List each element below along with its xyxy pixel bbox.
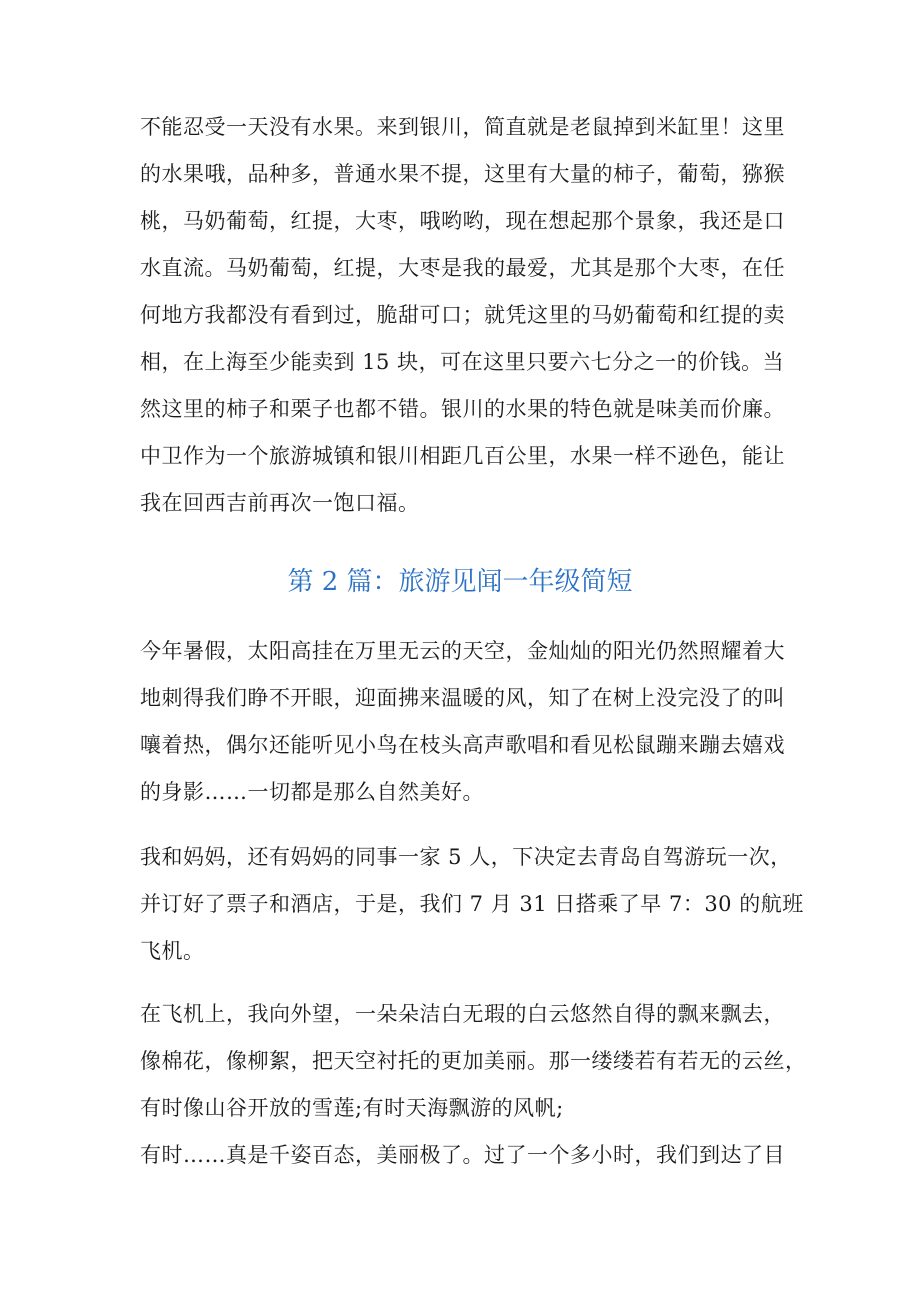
text-line: 我在回西吉前再次一饱口福。 <box>140 491 420 515</box>
text-line: 何地方我都没有看到过，脆甜可口；就凭这里的马奶葡萄和红提的卖 <box>140 303 785 327</box>
text-line: 像棉花，像柳絮，把天空衬托的更加美丽。那一缕缕若有若无的云丝， <box>140 1049 807 1073</box>
paragraph-4 <box>140 1141 800 1169</box>
text-line: 我和妈妈，还有妈妈的同事一家 5 人，下决定去青岛自驾游玩一次， <box>140 845 792 869</box>
text-line: 不能忍受一天没有水果。来到银川，简直就是老鼠掉到米缸里！这里 <box>140 115 785 139</box>
text-line: 相，在上海至少能卖到 15 块，可在这里只要六七分之一的价钱。当 <box>140 350 785 374</box>
text-line: 并订好了票子和酒店，于是，我们 7 月 31 日搭乘了早 7：30 的航班 <box>140 892 804 916</box>
text-line: 中卫作为一个旅游城镇和银川相距几百公里，水果一样不逊色，能让 <box>140 444 785 468</box>
paragraph-3 <box>140 1000 807 1122</box>
intro-paragraph <box>140 113 800 517</box>
text-line: 的身影……一切都是那么自然美好。 <box>140 780 484 804</box>
text-line: 嚷着热，偶尔还能听见小鸟在枝头高声歌唱和看见松鼠蹦来蹦去嬉戏 <box>140 733 785 757</box>
text-line: 地刺得我们睁不开眼，迎面拂来温暖的风，知了在树上没完没了的叫 <box>140 686 785 710</box>
text-line: 在飞机上，我向外望，一朵朵洁白无瑕的白云悠然自得的飘来飘去， <box>140 1002 785 1026</box>
paragraph-2 <box>140 843 804 965</box>
text-line: 桃，马奶葡萄，红提，大枣，哦哟哟，现在想起那个景象，我还是口 <box>140 209 785 233</box>
text-line: 水直流。马奶葡萄，红提，大枣是我的最爱，尤其是那个大枣，在任 <box>140 256 785 280</box>
text-line: 有时像山谷开放的雪莲;有时天海飘游的风帆; <box>140 1096 564 1120</box>
text-line: 有时……真是千姿百态，美丽极了。过了一个多小时，我们到达了目 <box>140 1143 785 1167</box>
paragraph-1 <box>140 637 800 806</box>
section-title: 第 2 篇：旅游见闻一年级简短 <box>287 567 633 597</box>
text-line: 飞机。 <box>140 939 205 963</box>
text-line: 然这里的柿子和栗子也都不错。银川的水果的特色就是味美而价廉。 <box>140 397 785 421</box>
text-line: 的水果哦，品种多，普通水果不提，这里有大量的柿子，葡萄，猕猴 <box>140 162 785 186</box>
text-line: 今年暑假，太阳高挂在万里无云的天空，金灿灿的阳光仍然照耀着大 <box>140 639 785 663</box>
